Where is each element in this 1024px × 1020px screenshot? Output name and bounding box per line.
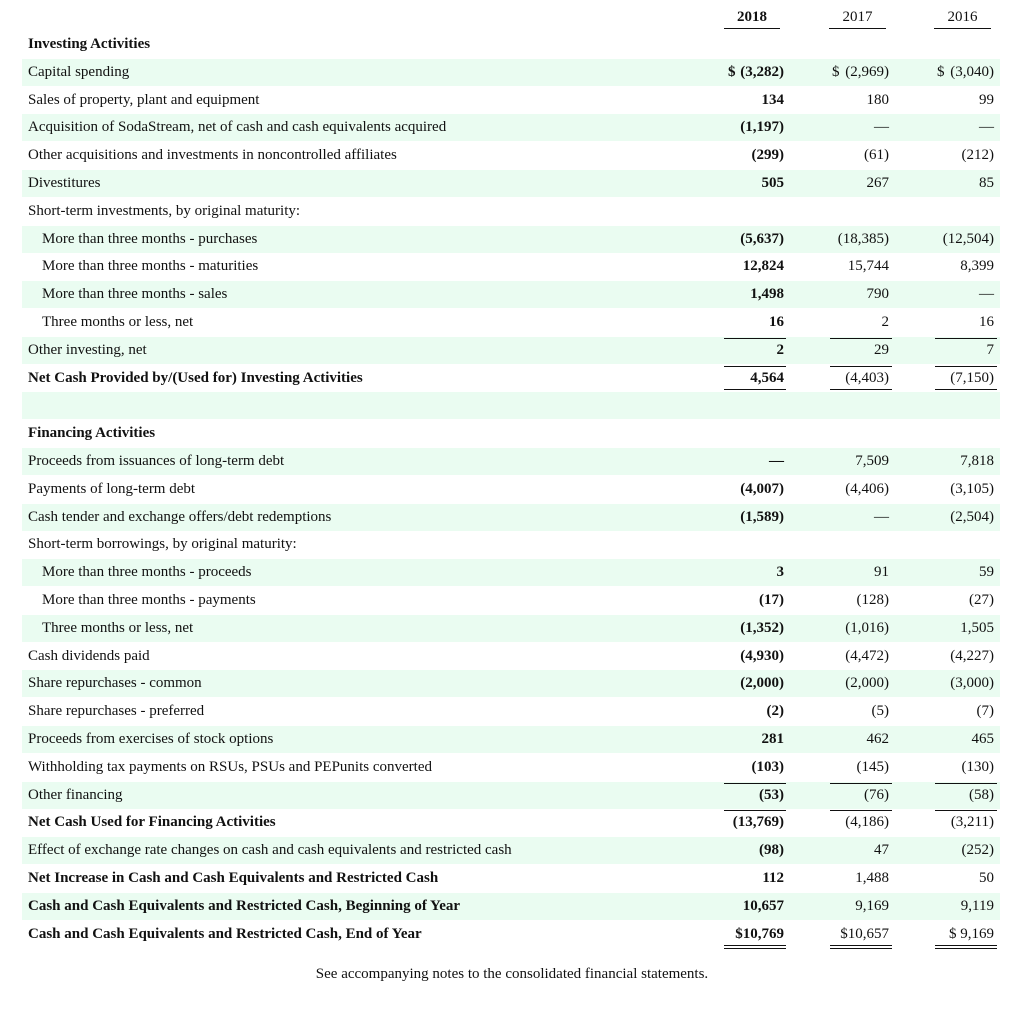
value-2016 [937,59,994,86]
value-2018: 12,824 [742,258,784,275]
table-row [22,698,1000,725]
value-2016: (7) [976,703,994,720]
total-rule [724,389,786,390]
value-2018: (5,637) [740,230,784,247]
value-2016: (252) [961,842,994,859]
value-2018: 4,564 [750,369,784,386]
subtotal-rule [830,810,892,811]
table-row [22,587,1000,614]
total-double-rule [724,948,786,949]
row-label: Net Cash Provided by/(Used for) Investing Activities [28,369,363,386]
value-2018: (17) [759,592,784,608]
value-2016: (4,227) [950,647,994,664]
value-2017: (4,472) [845,647,889,664]
row-label: Other acquisitions and investments in noncontrolled affiliates [28,147,397,164]
section-title-label: Investing Activities [28,36,151,52]
table-row [22,337,1000,364]
value-2018: 3 [776,564,784,581]
value-2017: — [874,119,889,136]
subtotal-rule [724,366,786,367]
value-2016: 7,818 [960,453,994,469]
row-label: Short-term investments, by original maturity: [28,202,301,219]
value-2018: 1,498 [750,286,784,303]
row-label: Other financing [28,786,123,803]
value-2017: 9,169 [855,897,889,914]
value-2018: (2,000) [740,675,784,692]
value-2018: (1,589) [740,508,784,525]
subtotal-rule [935,366,997,367]
value-2016: (12,504) [942,230,994,247]
currency-symbol: $ [728,63,736,80]
table-row [22,615,1000,642]
table-row [22,114,1000,141]
value-2017: 267 [866,175,889,191]
row-label: More than three months - purchases [42,230,258,247]
row-label: Acquisition of SodaStream, net of cash and cash equivalents acquired [28,119,447,136]
value-2017: 462 [866,731,889,747]
footnote: See accompanying notes to the consolidated financial statements. [315,966,709,982]
subtotal-rule [935,810,997,811]
value-2018: (1,352) [740,619,784,636]
table-row [22,893,1000,920]
value-2016: (130) [961,758,994,775]
value-2017: 1,488 [855,870,889,886]
value-2017: (5) [871,703,889,720]
row-label: Proceeds from issuances of long-term debt [28,453,285,469]
value-2016: (212) [961,147,994,164]
value-2016: 7 [986,341,994,358]
value-2017 [832,59,889,86]
value-2018: (103) [751,758,784,775]
row-label: Net Cash Used for Financing Activities [28,814,276,831]
value-2018: 281 [761,731,784,747]
value-2018: (98) [759,842,784,859]
value-2016: 8,399 [960,258,994,275]
total-rule [830,389,892,390]
table-row [22,226,1000,253]
value-2016: (3,105) [950,480,994,497]
table-row [22,170,1000,197]
value-2018: 2 [776,341,784,358]
row-label: More than three months - proceeds [42,564,252,581]
subtotal-rule [830,338,892,339]
value-2016: (3,000) [950,675,994,692]
value-2017: 7,509 [855,453,889,469]
value-2018: $10,769 [735,925,784,942]
value-2016: (58) [969,786,994,803]
value-2017: $10,657 [840,925,889,942]
row-label: Effect of exchange rate changes on cash and cash equivalents and restricted cash [28,842,512,859]
subtotal-rule [724,810,786,811]
total-double-rule [830,945,892,946]
value-2017: (4,186) [845,814,889,831]
financing-section-title [22,420,1000,447]
row-label: Divestitures [28,175,101,191]
table-row [22,142,1000,169]
value-2017: (76) [864,786,889,803]
table-row [22,476,1000,503]
value-2018: (53) [759,786,784,803]
row-label: Capital spending [28,63,130,80]
value-2017: 29 [874,341,889,358]
value-2018: (13,769) [732,814,784,831]
value-2017: 47 [874,842,889,859]
value-2018: (1,197) [740,119,784,136]
value-2018: 505 [761,175,784,191]
table-row [22,253,1000,280]
total-double-rule [935,945,997,946]
value-2016: — [979,119,994,136]
value-number: (3,282) [740,63,784,80]
table-row [22,837,1000,864]
total-double-rule [935,948,997,949]
value-2017: (1,016) [845,619,889,636]
value-2016: 9,119 [960,897,994,914]
value-2017: (4,406) [845,480,889,497]
value-2017: 2 [881,314,889,330]
section-title-label: Financing Activities [28,425,156,442]
value-2018 [728,59,784,86]
value-2017: 790 [866,286,889,303]
investing-section-title [22,31,1000,58]
currency-symbol: $ [832,63,840,80]
table-row [22,531,1000,558]
subtotal-rule [724,338,786,339]
value-2018: 134 [761,91,784,108]
value-2018: (2) [766,703,784,720]
value-2017: 91 [874,564,889,581]
row-label: Withholding tax payments on RSUs, PSUs and PEPunits converted [28,758,432,775]
row-label: Three months or less, net [42,314,194,330]
year-header [0,6,1024,32]
table-row [22,59,1000,86]
table-row [22,559,1000,586]
table-row [22,726,1000,753]
total-double-rule [830,948,892,949]
value-2017: 15,744 [847,258,889,275]
value-2018: 16 [769,314,784,330]
subtotal-rule [830,366,892,367]
row-label: Share repurchases - common [28,675,202,692]
table-row [22,309,1000,336]
value-2016: 99 [979,91,994,108]
row-label: Cash tender and exchange offers/debt redemptions [28,508,332,525]
row-label: Three months or less, net [42,619,194,636]
row-label: More than three months - payments [42,592,256,608]
row-label: Cash and Cash Equivalents and Restricted Cash, End of Year [28,925,422,942]
year-2018-header: 2018 [724,6,780,29]
value-2018: 112 [762,870,784,886]
value-2017: — [874,508,889,525]
row-label: Cash and Cash Equivalents and Restricted Cash, Beginning of Year [28,897,461,914]
value-2017: (18,385) [837,230,889,247]
value-2016: (27) [969,592,994,608]
row-label: More than three months - maturities [42,258,259,275]
table-row [22,504,1000,531]
value-number: (2,969) [845,63,889,80]
value-2016: 16 [979,314,994,330]
value-2016: — [979,286,994,303]
value-2016: (7,150) [950,369,994,386]
value-2017: (61) [864,147,889,164]
value-2016: 59 [979,564,994,581]
table-row [22,865,1000,892]
value-2017: 180 [866,91,889,108]
table-row [22,643,1000,670]
table-row [22,281,1000,308]
value-2018: (299) [751,147,784,164]
total-double-rule [724,945,786,946]
row-label: Other investing, net [28,341,147,358]
value-2016: 1,505 [960,619,994,636]
row-label: Cash dividends paid [28,647,150,664]
value-2016: (3,211) [950,814,994,831]
row-label: More than three months - sales [42,286,228,303]
value-2016: 85 [979,175,994,191]
subtotal-rule [935,338,997,339]
row-label: Short-term borrowings, by original maturity: [28,536,297,553]
value-2017: (145) [856,758,889,775]
value-2017: (128) [856,592,889,608]
value-2018: (4,007) [740,480,784,497]
value-2016: 465 [971,731,994,747]
value-number: (3,040) [950,63,994,80]
value-2016: 50 [979,870,994,886]
table-row [22,365,1000,392]
table-row [22,921,1000,948]
year-2017-header: 2017 [829,6,886,29]
value-2018: — [769,453,784,469]
row-label: Payments of long-term debt [28,480,196,497]
value-2017: (2,000) [845,675,889,692]
value-2016: $ 9,169 [949,925,994,942]
table-row [22,198,1000,225]
currency-symbol: $ [937,63,945,80]
value-2018: 10,657 [742,897,784,914]
row-label: Sales of property, plant and equipment [28,91,260,108]
total-rule [935,389,997,390]
value-2016: (2,504) [950,508,994,525]
subtotal-rule [724,783,786,784]
row-label: Share repurchases - preferred [28,703,205,720]
subtotal-rule [830,783,892,784]
value-2018: (4,930) [740,647,784,664]
subtotal-rule [935,783,997,784]
value-2017: (4,403) [845,369,889,386]
row-label: Net Increase in Cash and Cash Equivalents and Restricted Cash [28,870,439,886]
year-2016-header: 2016 [934,6,991,29]
table-row [22,87,1000,114]
section-spacer [22,392,1000,419]
row-label: Proceeds from exercises of stock options [28,731,274,747]
table-row [22,448,1000,475]
table-row [22,782,1000,809]
table-row [22,670,1000,697]
table-row [22,754,1000,781]
table-row [22,809,1000,836]
